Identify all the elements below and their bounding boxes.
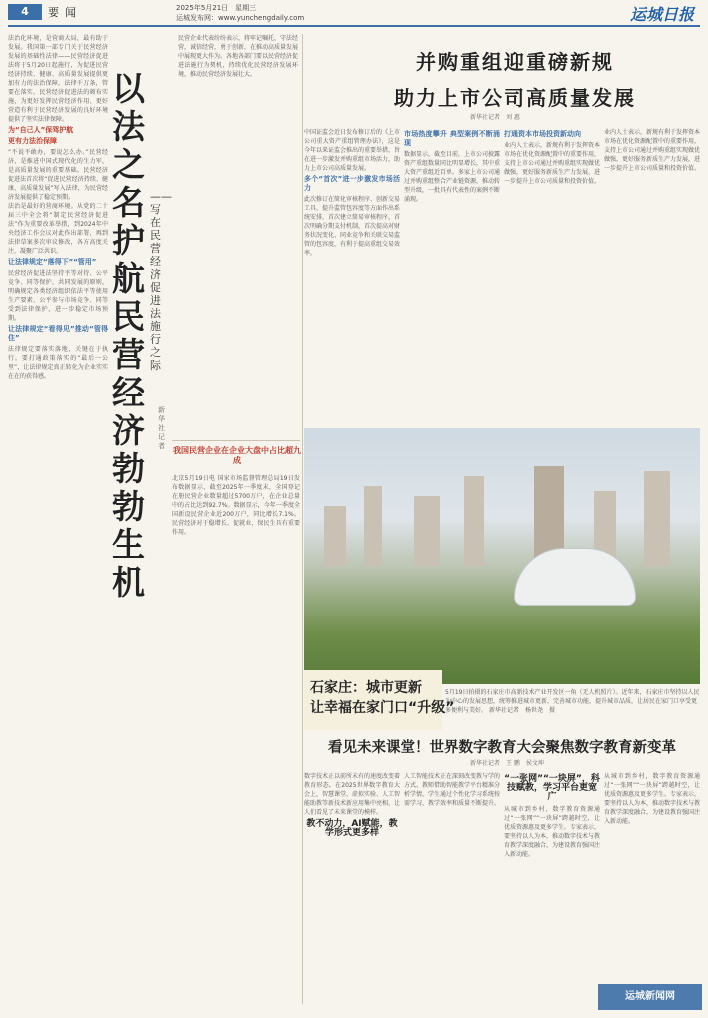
left-para-2: “不说不敢办，要说怎么办。”民营经济，是推进中国式现代化的生力军，是高质量发展的重要基础。民营经济促进法首次将“促进民营经济持续、健康、高质量发展”写入法律，为民营经济发展提供了稳定预期。 (8, 149, 108, 201)
bottom-subhead-2: “一张网”“一块屏”，科技赋教，学习平台更宽广 (504, 774, 600, 802)
photo-title-line-1: 石家庄：城市更新 (310, 680, 422, 696)
top-article-subhead-1: 多个“首次”进一步激发市场活力 (304, 175, 400, 192)
top-article-para-2: 数据显示，截至目前，上市公司披露资产重组数量同比明显增长，其中重大资产重组近百单。多家上市公司通过并购重组整合产业链资源，推动转型升级，一批具有代表性的案例不断涌现。 (404, 151, 500, 203)
short-news-body (172, 474, 300, 1004)
top-article-para-1: 此次修订在简化审核程序、创新交易工具、提升监管包容度等方面作出系统安排，首次建立简易审核程序，首次明确分期支付机制，首次提高对财务状况变化、同业竞争和关联交易监管的包容度，有利于提高重组交易效率。 (304, 196, 400, 257)
left-article-title: 以法之名护航民营经济勃勃生机 (112, 69, 145, 602)
top-article-subhead-3: 打通资本市场投资新动向 (504, 130, 581, 138)
left-article-column-1 (8, 34, 108, 1004)
left-para-5: 法律规定要落实落地，关键在于执行。要打通政策落实的“最后一公里”，让法律规定真正转化为企业实实在在的获得感。 (8, 346, 108, 380)
left-para-6: 民营企业代表纷纷表示，将牢记嘱托，守法经营，诚信经营，勇于创新，在推动高质量发展中展现更大作为。各地各部门要以民营经济促进法施行为契机，持续优化民营经济发展环境，推动民营经济发展壮大。 (178, 35, 298, 78)
top-article-para-4: 业内人士表示，新规有利于发挥资本市场在优化资源配置中的重要作用，支持上市公司通过并购重组实现做优做强，更好服务新质生产力发展，进一步提升上市公司质量和投资价值。 (604, 129, 700, 172)
short-news-rule (172, 440, 300, 441)
header-rule (8, 25, 700, 27)
left-subhead-1: 为“自己人”保驾护航 (8, 126, 74, 134)
left-para-3: 法治是最好的营商环境。从党的二十届三中全会将“制定民营经济促进法”作为重要改革举措，到2024年中央经济工作会议对此作出部署，再到法律草案多次审议修改，各方高度关注，凝聚广泛共识。 (8, 203, 108, 255)
bottom-article-column-3 (504, 772, 600, 1008)
top-article-column-2 (404, 128, 500, 420)
short-news-text: 北京5月19日电 国家市场监督管理总局19日发布数据显示，截至2025年一季度末，全国登记在册民营企业数量超过5700万户，在企业总量中的占比达到92.7%。数据显示，今年一季度全国新设民营企业近200万户，同比增长7.1%。民营经济对于稳增长、促就业、保民生具有重要作用。 (172, 475, 300, 536)
bottom-subhead-1: 教不动力，AI赋能，教学形式更多样 (306, 819, 398, 838)
top-article-byline: 新华社记者 刘 惠 (470, 114, 520, 121)
photo-caption-text: 5月19日拍摄的石家庄市高新技术产业开发区一角（无人机照片）。近年来，石家庄市坚持以人民为中心的发展思想，统筹推进城市更新，完善城市功能，提升城市品质，让居民在家门口享受更多便利与美好。 (445, 689, 700, 714)
top-article-para-3: 业内人士表示，新规有利于发挥资本市场在优化资源配置中的重要作用，支持上市公司通过并购重组实现做优做强，更好服务新质生产力发展，进一步提升上市公司质量和投资价值。 (504, 142, 600, 185)
newspaper-masthead: 运城日报 (629, 5, 694, 24)
bottom-article-column-2 (404, 772, 500, 1008)
left-article-column-2 (178, 34, 298, 434)
photo-credit: 新华社记者 杨世尧 摄 (488, 707, 555, 714)
issue-date: 2025年5月21日 星期三 (176, 4, 257, 12)
dateline (176, 3, 304, 23)
bottom-article-byline: 新华社记者 王 鹏 侯文坤 (470, 760, 544, 767)
city-photo (304, 428, 700, 684)
top-article-title-line-1: 并购重组迎重磅新规 (416, 50, 614, 74)
left-para-1: 法治化环境，是营商大局，最有助于发展。我国第一部专门关于民营经济发展的基础性法律——民营经济促进法将于5月20日起施行，为促进民营经济持续、健康、高质量发展提供更加有力的法治保障。法律千万条，管要在落实。民营经济促进法的颁布实施，为更好发挥民营经济作用、更好营造有利于民营经济发展的良好环境提供了坚实法律保障。 (8, 35, 108, 123)
bottom-article-column-4 (604, 772, 700, 980)
bottom-article-title: 看见未来课堂！世界数字教育大会聚焦数字教育新变革 (328, 739, 676, 756)
bottom-para-2: 人工智能技术正在深刻改变教与学的方式。教师借助智能教学平台精准分析学情，学生通过个性化学习系统按需学习，教学效率和质量不断提升。 (404, 773, 500, 807)
top-article-title-line-2: 助力上市公司高质量发展 (394, 86, 636, 110)
top-article-subhead-2: 市场热度攀升 典型案例不断涌现 (404, 130, 500, 147)
left-subhead-4: 让法律规定“看得见”推动“管得住” (8, 325, 108, 342)
left-subhead-2: 更有力法治保障 (8, 137, 57, 145)
bottom-para-3: 从城市到乡村，数字教育资源通过“一张网”“一块屏”跨越时空，让优质资源惠及更多学生。专家表示，要坚持以人为本，推动数字技术与教育教学深度融合，为建设教育强国注入新动能。 (504, 806, 600, 858)
short-news-title: 我国民营企业在企业大盘中占比超九成 (173, 446, 301, 465)
photo-caption (445, 688, 700, 715)
top-article-lead: 中国证监会近日发布修订后的《上市公司重大资产重组管理办法》，这是今年以来证监会推出的重要举措，旨在进一步激发并购重组市场活力，助力上市公司高质量发展。 (304, 129, 400, 172)
left-para-4: 民营经济促进法坚持平等对待、公平竞争、同等保护、共同发展的原则，明确规定各类经济组织依法平等使用生产要素、公平参与市场竞争、同等受到法律保护，进一步稳定市场预期。 (8, 270, 108, 322)
left-article-byline: 新华社记者 (158, 406, 165, 450)
left-article-subtitle: ——写在民营经济促进法施行之际 (150, 190, 172, 372)
top-article-column-4 (604, 128, 700, 420)
bottom-article-column-1 (304, 772, 400, 1008)
bottom-para-1: 数字技术正以前所未有的速度改变着教育形态。在2025世界数字教育大会上，智慧课堂、虚拟实验、人工智能助教等新技术新应用集中亮相，让人们看见了未来课堂的模样。 (304, 773, 400, 816)
page-header (0, 0, 708, 26)
section-name: 要闻 (48, 6, 82, 19)
photo-title-line-2: 让幸福在家门口“升级” (310, 700, 455, 716)
page-number: 4 (8, 4, 42, 20)
top-article-column-3 (504, 128, 600, 420)
bottom-para-4: 从城市到乡村，数字教育资源通过“一张网”“一块屏”跨越时空，让优质资源惠及更多学生。专家表示，要坚持以人为本，推动数字技术与教育教学深度融合，为建设教育强国注入新动能。 (604, 773, 700, 825)
top-article-column-1 (304, 128, 400, 420)
left-subhead-3: 让法律规定“落得下”“管用” (8, 258, 97, 266)
site-url[interactable]: 运城发布网：www.yunchengdaily.com (176, 14, 305, 22)
column-divider (302, 34, 303, 1004)
stadium-dome (514, 548, 636, 606)
site-watermark: 运城新闻网 (598, 984, 702, 1010)
